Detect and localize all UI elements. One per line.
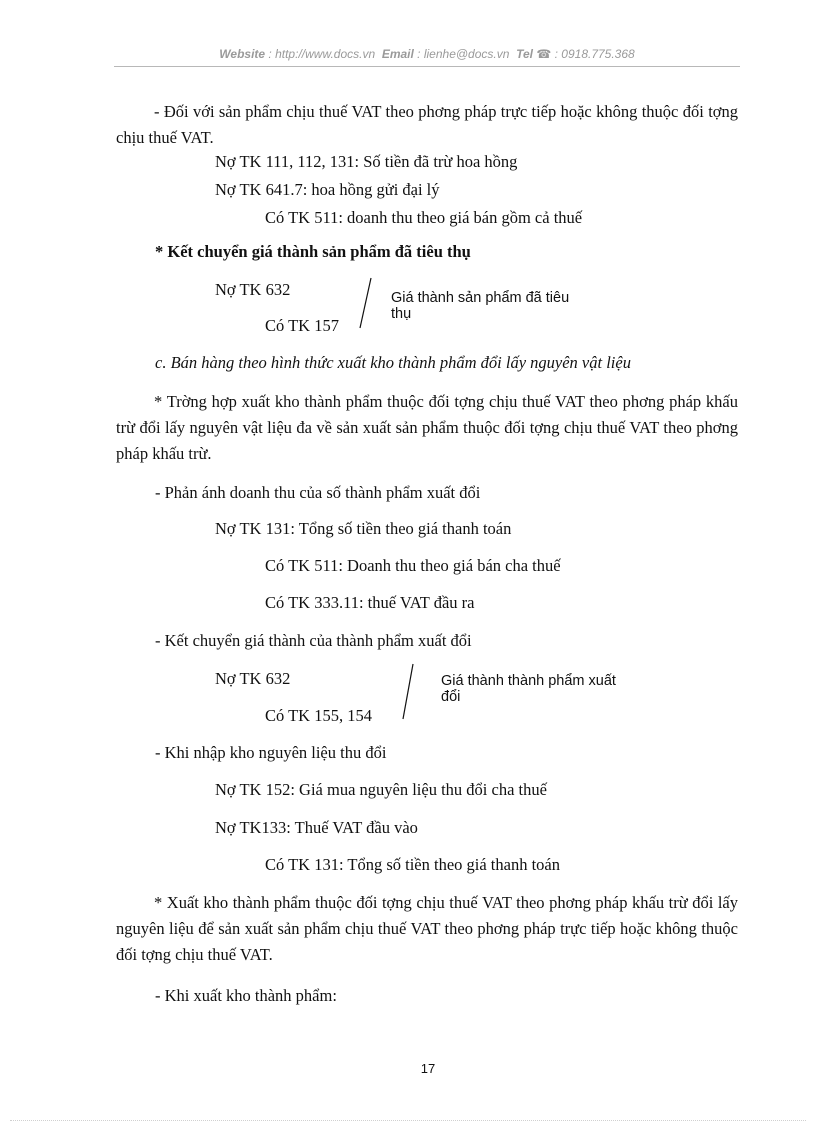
- entry-debit-commission: Nợ TK 641.7: hoa hồng gửi đại lý: [215, 180, 440, 199]
- entry-credit-511: Có TK 511: Doanh thu theo giá bán cha thuế: [265, 556, 561, 575]
- entry-credit-revenue: Có TK 511: doanh thu theo giá bán gồm cả thuế: [265, 208, 583, 227]
- entry-credit-33311: Có TK 333.11: thuế VAT đầu ra: [265, 593, 475, 612]
- entry-credit-155-154: Có TK 155, 154: [265, 706, 372, 725]
- email-value: : lienhe@docs.vn: [417, 47, 510, 61]
- bracket-slash: [398, 662, 418, 722]
- phone-icon: ☎: [536, 47, 552, 61]
- paragraph-barter-deduction: * Trờng hợp xuất kho thành phẩm thuộc đối tợng chịu thuế VAT theo phơng pháp khấu trừ đổi lấy nguyên vật liệu đa về sản xuất sản phẩm thuộc đối tợng chịu thuế VAT theo phơng pháp khấu trừ.: [116, 392, 738, 463]
- page-header: [114, 47, 740, 61]
- entry-credit-157: Có TK 157: [265, 316, 339, 335]
- email-label: Email: [381, 47, 414, 61]
- header-divider: [114, 66, 740, 67]
- line-receive-materials: - Khi nhập kho nguyên liệu thu đổi: [155, 743, 387, 762]
- line-transfer-cost: - Kết chuyển giá thành của thành phẩm xuất đổi: [155, 631, 472, 650]
- website-label: Website: [219, 47, 266, 61]
- entry-debit-133: Nợ TK133: Thuế VAT đầu vào: [215, 818, 418, 837]
- line-record-revenue: - Phản ánh doanh thu của số thành phẩm xuất đổi: [155, 483, 481, 502]
- entry-note-barter-cost: Giá thành thành phẩm xuất đổi: [441, 673, 616, 705]
- tel-value: : 0918.775.368: [554, 47, 635, 61]
- bracket-slash: [355, 276, 375, 331]
- entry-debit-632: Nợ TK 632: [215, 280, 291, 299]
- entry-note-cost-sold: Giá thành sản phẩm đã tiêu thụ: [391, 290, 570, 322]
- paragraph-barter-direct: * Xuất kho thành phẩm thuộc đối tợng chịu thuế VAT theo phơng pháp khấu trừ đổi lấy nguyên liệu để sản xuất sản phẩm chịu thuế VAT theo phơng pháp trực tiếp hoặc không thuộc đối tợng chịu thuế VAT.: [116, 893, 738, 964]
- section-heading-barter: c. Bán hàng theo hình thức xuất kho thành phẩm đổi lấy nguyên vật liệu: [155, 353, 631, 372]
- paragraph-direct-method: - Đối với sản phẩm chịu thuế VAT theo phơng pháp trực tiếp hoặc không thuộc đối tợng chịu thuế VAT.: [116, 102, 738, 147]
- tel-label: Tel: [516, 47, 533, 61]
- website-value: : http://www.docs.vn: [268, 47, 376, 61]
- page-number: 17: [420, 1061, 436, 1076]
- footer-divider: [10, 1120, 806, 1121]
- entry-debit-131: Nợ TK 131: Tổng số tiền theo giá thanh toán: [215, 519, 512, 538]
- section-heading-cost-transfer: * Kết chuyển giá thành sản phẩm đã tiêu thụ: [155, 242, 471, 261]
- entry-credit-131: Có TK 131: Tổng số tiền theo giá thanh toán: [265, 855, 560, 874]
- entry-debit-632-b: Nợ TK 632: [215, 669, 291, 688]
- entry-debit-cash: Nợ TK 111, 112, 131: Số tiền đã trừ hoa hồng: [215, 152, 518, 171]
- entry-debit-152: Nợ TK 152: Giá mua nguyên liệu thu đổi cha thuế: [215, 780, 547, 799]
- line-export-goods: - Khi xuất kho thành phẩm:: [155, 986, 337, 1005]
